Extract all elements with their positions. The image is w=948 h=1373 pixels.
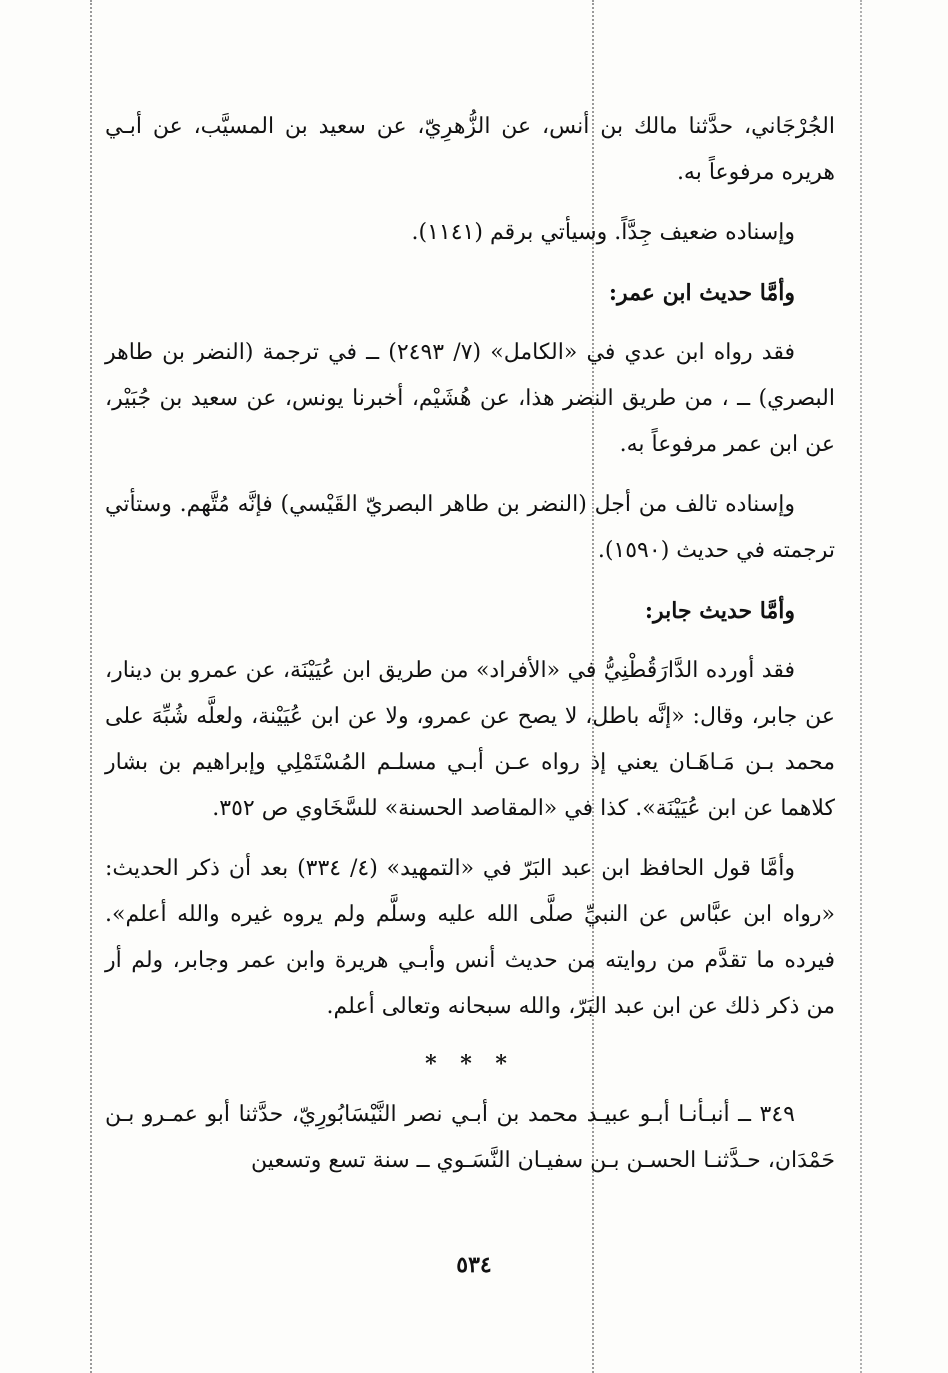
paragraph-daraqutni: فقد أورده الدَّارَقُطْنِيُّ في «الأفراد» من طريق ابن عُيَيْنَة، عن عمرو بن دينار، عن جابر، وقال: «إنَّه باطل، لا يصح عن عمرو، ولا عن ابن عُيَيْنة، ولعلَّه شُبِّهَ على محمد بـن مَـاهَـان يعني إذ رواه عـن أبـي مسلـم المُسْتَمْلِي وإبراهيم بن بشار كلاهما عن ابن عُيَيْنَة». كذا في «المقاصد الحسنة» للسَّخَاوي ص ٣٥٢. [105, 658, 835, 821]
left-fold-line [90, 0, 92, 1373]
heading-ibn-umar: وأمَّا حديث ابن عمر: [608, 280, 795, 306]
paragraph-isnad-talif: وإسناده تالف من أجل (النضر بن طاهر البصريّ القَيْسي) فإنَّه مُتَّهم. وستأتي ترجمته في حديث (١٥٩٠). [105, 492, 835, 563]
heading-jabir: وأمَّا حديث جابر: [644, 598, 795, 624]
section-separator: * * * [425, 1051, 515, 1077]
paragraph-ibn-adi: فقد رواه ابن عدي في «الكامل» (٧/ ٢٤٩٣) ــ في ترجمة (النضر بن طاهر البصري) ــ ، من طريق النضر هذا، عن هُشَيْم، أخبرنا يونس، عن سعيد بن جُبَيْر، عن ابن عمر مرفوعاً به. [105, 340, 835, 457]
paragraph-continuation: الجُرْجَاني، حدَّثنا مالك بن أنس، عن الزُّهرِيّ، عن سعيد بن المسيَّب، عن أبـي هريره مرفوعاً به. [105, 114, 835, 185]
right-fold-line [860, 0, 862, 1373]
page-number: ٥٣٤ [456, 1252, 492, 1278]
paragraph-hadith-349: ٣٤٩ ــ أنبـأنـا أبـو عبيـد محمد بن أبـي نصر النَّيْسَابُورِيّ، حدَّثنا أبو عمـرو بـن حَمْدَان، حـدَّثنـا الحسـن بـن سفيـان النَّسَـوي ــ سنة تسع وتسعين [105, 1102, 835, 1173]
paragraph-ibn-abd-al-barr: وأمَّا قول الحافظ ابن عبد البَرّ في «التمهيد» (٤/ ٣٣٤) بعد أن ذكر الحديث: «رواه ابن عبَّاس عن النبيِّ صلَّى الله عليه وسلَّم ولم يروه غيره والله أعلم». فيرده ما تقدَّم من روايته من حديث أنس وأبـي هريرة وابن عمر وجابر، ولم أر من ذكر ذلك عن ابن عبد البَرّ، والله سبحانه وتعالى أعلم. [105, 856, 835, 1019]
paragraph-isnad-weak: وإسناده ضعيف جِدَّاً. وسيأتي برقم (١١٤١). [411, 220, 795, 245]
body-text [105, 104, 835, 1198]
